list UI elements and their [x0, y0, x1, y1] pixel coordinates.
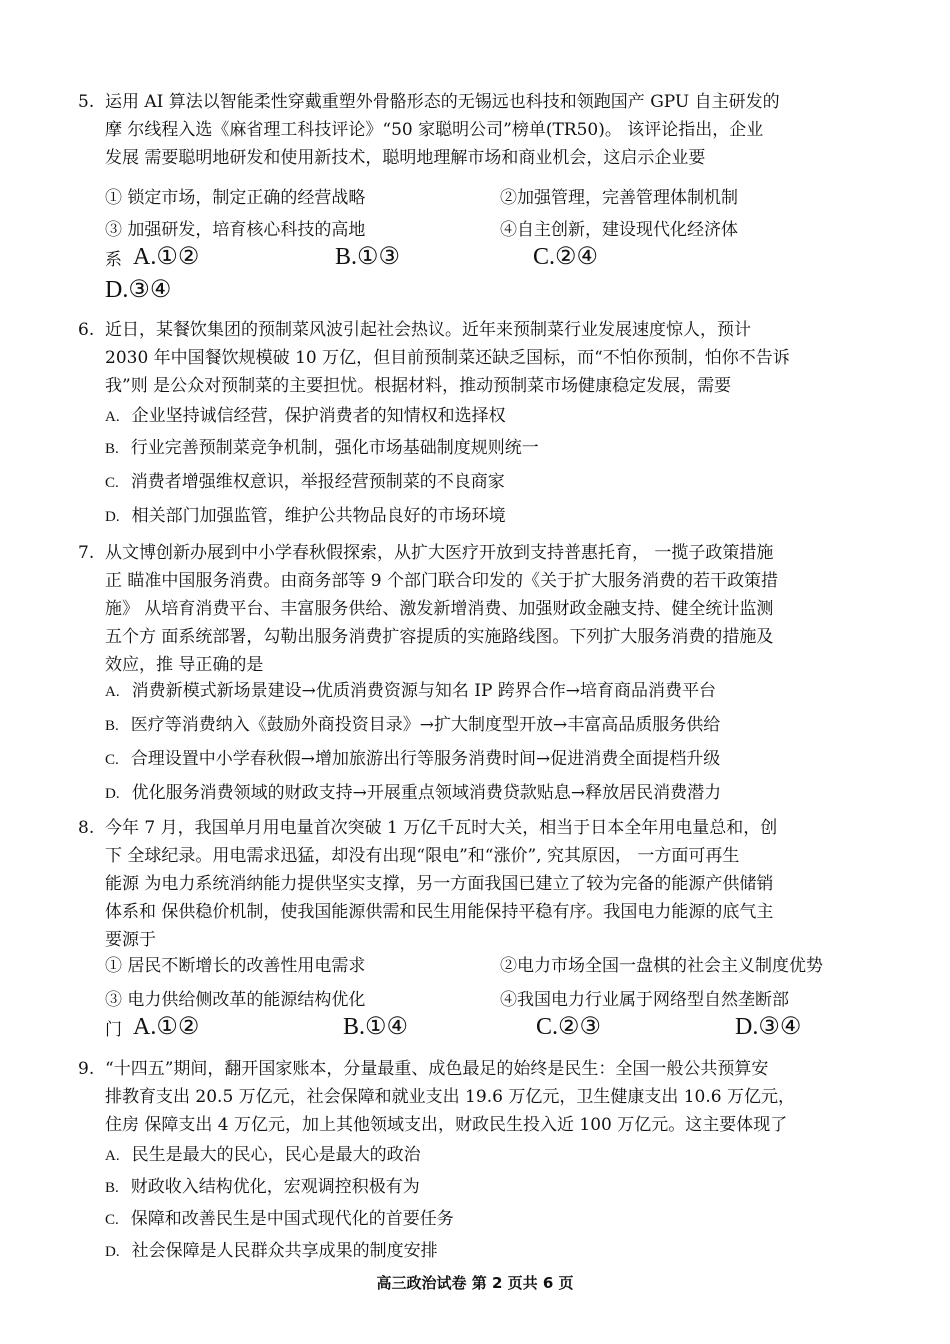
- choice-b: B.①③: [335, 244, 401, 270]
- stem-line: 发展 需要聪明地研发和使用新技术，聪明地理解市场和商业机会，这启示企业要: [105, 148, 706, 168]
- option-letter: A.: [105, 409, 120, 425]
- option-letter: D.: [105, 509, 120, 525]
- choice-c: C.②④: [533, 244, 599, 270]
- option-b: [105, 1173, 420, 1202]
- option-letter: A.: [105, 684, 120, 700]
- page-footer: 高三政治试卷 第 2 页共 6 页: [376, 1274, 574, 1292]
- statement-4: ④自主创新，建设现代化经济体: [500, 220, 738, 240]
- option-letter: B.: [105, 441, 119, 457]
- option-text: 企业坚持诚信经营，保护消费者的知情权和选择权: [131, 406, 506, 426]
- option-text: 财政收入结构优化，宏观调控积极有为: [130, 1177, 420, 1197]
- option-text: 行业完善预制菜竞争机制，强化市场基础制度规则统一: [130, 438, 539, 458]
- option-c: [105, 745, 720, 774]
- choice-a: A.①②: [133, 1014, 200, 1040]
- option-letter: A.: [105, 1148, 120, 1164]
- option-letter: B.: [105, 718, 119, 734]
- stem-line: 正 瞄准中国服务消费。由商务部等 9 个部门联合印发的《关于扩大服务消费的若干政策措: [105, 571, 779, 591]
- stem-line: 近日，某餐饮集团的预制菜风波引起社会热议。近年来预制菜行业发展速度惊人，预计: [105, 320, 751, 340]
- option-c: [105, 468, 505, 497]
- statement-1: ① 居民不断增长的改善性用电需求: [105, 956, 366, 976]
- stem-line: 效应，推 导正确的是: [105, 655, 264, 675]
- option-letter: D.: [105, 1244, 120, 1260]
- stem-line: 运用 AI 算法以智能柔性穿戴重塑外骨骼形态的无锡远也科技和领跑国产 GPU 自主研发的: [105, 92, 780, 112]
- option-text: 消费者增强维权意识，举报经营预制菜的不良商家: [130, 472, 505, 492]
- option-d: [105, 779, 721, 808]
- question-stem: [105, 88, 880, 172]
- question-number: 8.: [78, 818, 95, 838]
- option-letter: B.: [105, 1180, 119, 1196]
- choice-b: B.①④: [343, 1014, 409, 1040]
- statement-4: ④我国电力行业属于网络型自然垄断部: [500, 990, 789, 1010]
- stem-line: “十四五”期间，翻开国家账本，分量最重、成色最足的始终是民生：全国一般公共预算安: [105, 1059, 769, 1079]
- question-number: 6.: [78, 320, 95, 340]
- stem-line: 住房 保障支出 4 万亿元，加上其他领域支出，财政民生投入近 100 万亿元。这主要体现了: [105, 1115, 788, 1135]
- option-text: 优化服务消费领域的财政支持→开展重点领域消费贷款贴息→释放居民消费潜力: [131, 783, 722, 803]
- statement-tail: 门: [105, 1020, 122, 1040]
- question-stem: [105, 814, 880, 954]
- option-text: 消费新模式新场景建设→优质消费资源与知名 IP 跨界合作→培育商品消费平台: [131, 681, 717, 701]
- stem-line: 今年 7 月，我国单月用电量首次突破 1 万亿千瓦时大关，相当于日本全年用电量总和，创: [105, 818, 778, 838]
- stem-line: 我”则 是公众对预制菜的主要担忧。根据材料，推动预制菜市场健康稳定发展，需要: [105, 376, 732, 396]
- question-number: 9.: [78, 1059, 95, 1079]
- option-a: [105, 402, 506, 431]
- option-a: [105, 677, 716, 706]
- choice-c: C.②③: [536, 1014, 602, 1040]
- stem-line: 要源于: [105, 930, 156, 950]
- choice-a: A.①②: [133, 244, 200, 270]
- question-number: 5.: [78, 92, 95, 112]
- stem-line: 施》 从培育消费平台、丰富服务供给、激发新增消费、加强财政金融支持、健全统计监测: [105, 599, 774, 619]
- stem-line: 2030 年中国餐饮规模破 10 万亿，但目前预制菜还缺乏国标，而“不怕你预制，怕你不告诉: [105, 348, 790, 368]
- stem-line: 摩 尔线程入选《麻省理工科技评论》“50 家聪明公司”榜单(TR50)。 该评论指出，企业: [105, 120, 764, 140]
- statement-3: ③ 加强研发，培育核心科技的高地: [105, 220, 366, 240]
- option-letter: C.: [105, 475, 119, 491]
- option-b: [105, 434, 539, 463]
- statement-2: ②电力市场全国一盘棋的社会主义制度优势: [500, 956, 823, 976]
- option-letter: D.: [105, 786, 120, 802]
- option-text: 民生是最大的民心，民心是最大的政治: [131, 1145, 421, 1165]
- choice-d: D.③④: [735, 1014, 802, 1040]
- statement-2: ②加强管理，完善管理体制机制: [500, 188, 738, 208]
- stem-line: 五个方 面系统部署，勾勒出服务消费扩容提质的实施路线图。下列扩大服务消费的措施及: [105, 627, 774, 647]
- option-text: 医疗等消费纳入《鼓励外商投资目录》→扩大制度型开放→丰富高品质服务供给: [130, 715, 721, 735]
- stem-line: 排教育支出 20.5 万亿元，社会保障和就业支出 19.6 万亿元，卫生健康支出 10.6 万亿元，: [105, 1087, 795, 1107]
- question-number: 7.: [78, 543, 95, 563]
- statement-tail: 系: [105, 250, 122, 270]
- stem-line: 能源 为电力系统消纳能力提供坚实支撑，另一方面我国已建立了较为完备的能源产供储销: [105, 874, 774, 894]
- option-d: [105, 502, 506, 531]
- question-stem: [105, 316, 880, 400]
- stem-line: 下 全球纪录。用电需求迅猛，却没有出现“限电”和“涨价”, 究其原因， 一方面可再生: [105, 846, 740, 866]
- option-b: [105, 711, 720, 740]
- option-text: 相关部门加强监管，维护公共物品良好的市场环境: [131, 506, 506, 526]
- stem-line: 从文博创新办展到中小学春秋假探索，从扩大医疗开放到支持普惠托育， 一揽子政策措施: [105, 543, 774, 563]
- question-stem: [105, 539, 880, 679]
- option-letter: C.: [105, 1212, 119, 1228]
- option-text: 保障和改善民生是中国式现代化的首要任务: [130, 1209, 454, 1229]
- option-text: 合理设置中小学春秋假→增加旅游出行等服务消费时间→促进消费全面提档升级: [130, 749, 721, 769]
- option-a: [105, 1141, 421, 1170]
- choice-d: D.③④: [105, 277, 172, 303]
- option-d: [105, 1237, 438, 1266]
- option-letter: C.: [105, 752, 119, 768]
- question-stem: [105, 1055, 880, 1139]
- statement-3: ③ 电力供给侧改革的能源结构优化: [105, 990, 366, 1010]
- option-c: [105, 1205, 454, 1234]
- stem-line: 体系和 保供稳价机制，使我国能源供需和民生用能保持平稳有序。我国电力能源的底气主: [105, 902, 774, 922]
- option-text: 社会保障是人民群众共享成果的制度安排: [131, 1241, 438, 1261]
- statement-1: ① 锁定市场，制定正确的经营战略: [105, 188, 366, 208]
